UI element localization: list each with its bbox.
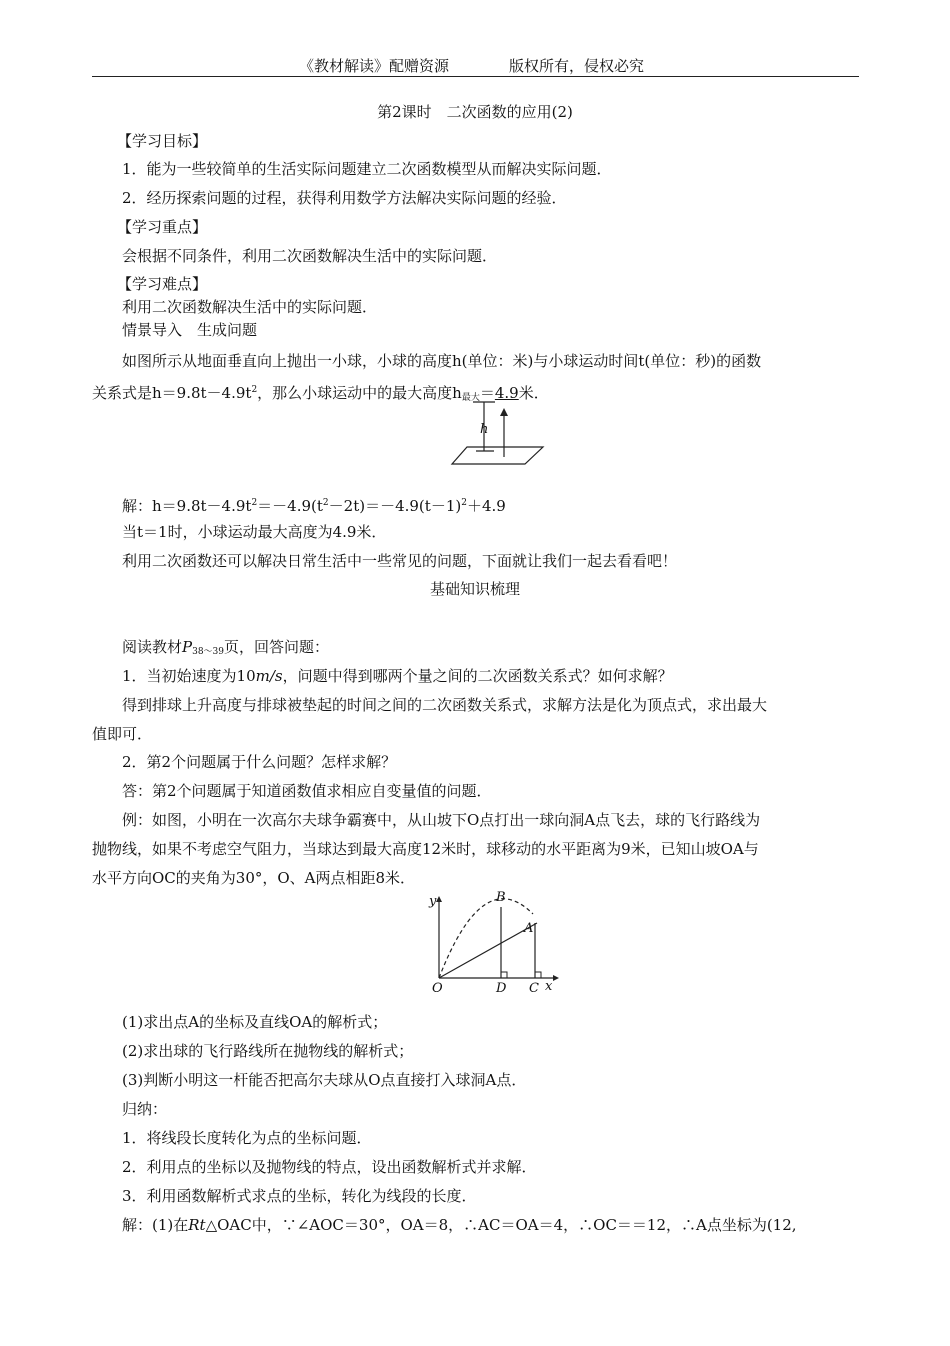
y-axis-label: y (429, 894, 437, 909)
intro-transition: 利用二次函数还可以解决日常生活中一些常见的问题，下面就让我们一起去看看吧！ (122, 552, 678, 570)
difficulties-text: 利用二次函数解决生活中的实际问题． (122, 298, 378, 316)
solution-line: 解：(1)在Rt△OAC中，∵∠AOC＝30°，OA＝8，∴AC＝OA＝4，∴OC＝＝12，∴A点坐标为(12, (122, 1216, 797, 1234)
sub-question-3: (3)判断小明这一杆能否把高尔夫球从O点直接打入球洞A点． (122, 1071, 527, 1089)
key-points-text: 会根据不同条件，利用二次函数解决生活中的实际问题． (122, 247, 498, 265)
objectives-heading: 【学习目标】 (117, 132, 208, 150)
difficulties-heading: 【学习难点】 (117, 275, 208, 293)
header-source: 《教材解读》配赠资源 (299, 57, 450, 75)
section-title: 基础知识梳理 (429, 580, 520, 598)
page-header (92, 55, 859, 77)
objective-item: 1．能为一些较简单的生活实际问题建立二次函数模型从而解决实际问题． (122, 160, 612, 178)
point-b-label: B (496, 890, 506, 905)
question-2: 2．第2个问题属于什么问题？怎样求解？ (122, 753, 397, 771)
intro-heading: 情景导入 生成问题 (122, 321, 258, 339)
lesson-title: 第2课时 二次函数的应用(2) (377, 103, 573, 121)
answer-1-line-2: 值即可． (92, 725, 153, 743)
example-line-3: 水平方向OC的夹角为30°，O、A两点相距8米． (92, 869, 416, 887)
example-line-1: 例：如图，小明在一次高尔夫球争霸赛中，从山坡下O点打出一球向洞A点飞去，球的飞行路线为 (122, 811, 761, 829)
point-d-label: D (496, 981, 507, 996)
intro-solution: 解：$h=9.8t-4.9t^2=-4.9(t^2-2t)=-4.9(t-1)^2+4.9$ (122, 497, 506, 515)
intro-solution-2: 当t＝1时，小球运动最大高度为4.9米． (122, 523, 387, 541)
question-1: 1．当初始速度为10m/s，问题中得到哪两个量之间的二次函数关系式？如何求解？ (122, 667, 673, 685)
intro-paragraph-1: 如图所示从地面垂直向上抛出一小球，小球的高度h(单位：米)与小球运动时间t(单位：秒)的函数 (122, 352, 762, 370)
summary-item: 1．将线段长度转化为点的坐标问题． (122, 1129, 372, 1147)
answer-2: 答：第2个问题属于知道函数值求相应自变量值的问题． (122, 782, 492, 800)
point-a-label: A (524, 921, 534, 936)
golf-trajectory-figure (425, 890, 565, 1000)
intro-paragraph-2: 关系式是$h=9.8t-4.9t^2$，那么小球运动中的最大高度$h_{最大}=4.9$米． (92, 384, 549, 403)
max-height-answer: 4.9 (494, 384, 519, 402)
reading-instruction: 阅读教材$P_{38\sim 39}$页，回答问题： (122, 638, 330, 657)
header-copyright: 版权所有，侵权必究 (509, 57, 645, 75)
point-c-label: C (529, 981, 539, 996)
summary-item: 3．利用函数解析式求点的坐标，转化为线段的长度． (122, 1187, 477, 1205)
sub-question-2: (2)求出球的飞行路线所在抛物线的解析式； (122, 1042, 414, 1060)
x-axis-label: x (545, 979, 553, 994)
ball-throw-figure (440, 395, 560, 475)
answer-1-line-1: 得到排球上升高度与排球被垫起的时间之间的二次函数关系式，求解方法是化为顶点式，求出最大 (122, 696, 768, 714)
point-o-label: O (432, 981, 443, 996)
key-points-heading: 【学习重点】 (117, 218, 208, 236)
objective-item: 2．经历探索问题的过程，获得利用数学方法解决实际问题的经验． (122, 189, 567, 207)
summary-heading: 归纳： (122, 1100, 168, 1118)
example-line-2: 抛物线，如果不考虑空气阻力，当球达到最大高度12米时，球移动的水平距离为9米，已知山坡OA与 (92, 840, 759, 858)
summary-item: 2．利用点的坐标以及抛物线的特点，设出函数解析式并求解． (122, 1158, 537, 1176)
sub-question-1: (1)求出点A的坐标及直线OA的解析式； (122, 1013, 388, 1031)
height-label: h (480, 422, 489, 437)
